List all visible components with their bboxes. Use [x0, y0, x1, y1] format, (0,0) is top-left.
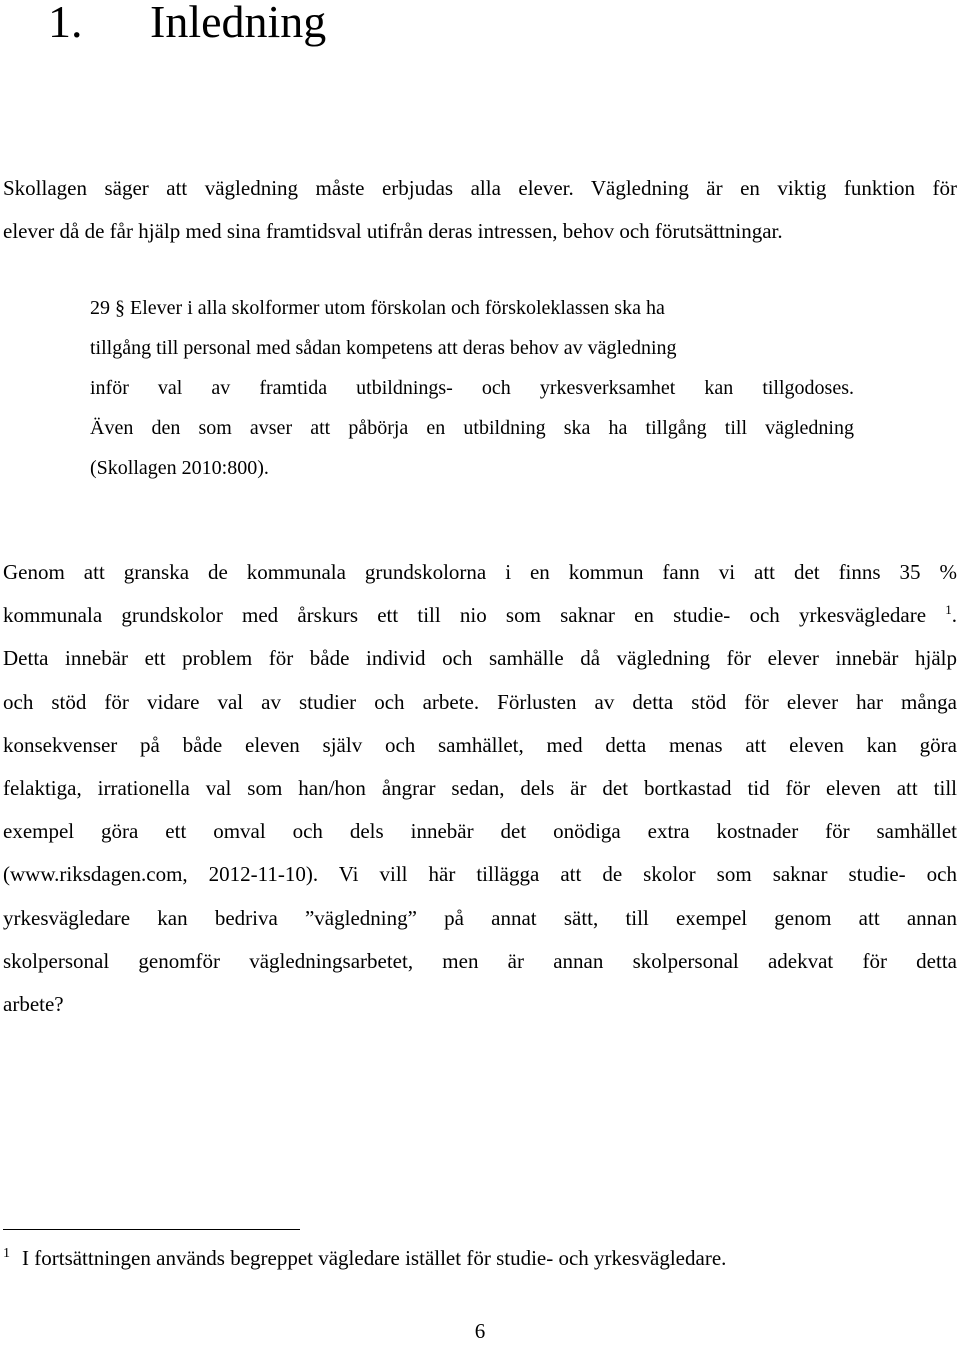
quote-line: 29 § Elever i alla skolformer utom förskolan och förskoleklassen ska ha	[90, 297, 665, 319]
body-line: Genom att granska de kommunala grundskolorna i en kommun fann vi att det finns 35 %	[3, 560, 957, 584]
quote-line: inför val av framtida utbildnings- och yrkesverksamhet kan tillgodoses.	[90, 377, 854, 399]
body-line: skolpersonal genomför vägledningsarbetet, men är annan skolpersonal adekvat för detta	[3, 948, 957, 973]
body-line: felaktiga, irrationella val som han/hon ångrar sedan, dels är det bortkastad tid för eleven att till	[3, 776, 957, 801]
footnote-reference[interactable]: 1	[945, 602, 952, 618]
body-line: Detta innebär ett problem för både individ och samhälle då vägledning för elever innebär hjälp	[3, 646, 957, 671]
intro-line: Skollagen säger att vägledning måste erbjudas alla elever. Vägledning är en viktig funktion för	[3, 176, 957, 200]
law-quote	[90, 288, 854, 488]
intro-line: elever då de får hjälp med sina framtidsval utifrån deras intressen, behov och förutsättningar.	[3, 219, 783, 243]
footnote-divider	[3, 1229, 300, 1230]
body-line: arbete?	[3, 992, 64, 1017]
footnote	[3, 1240, 726, 1276]
chapter-title: Inledning	[150, 0, 327, 47]
page-number: 6	[474, 1319, 486, 1343]
body-line	[3, 594, 957, 637]
body-line: konsekvenser på både eleven själv och samhället, med detta menas att eleven kan göra	[3, 732, 957, 757]
quote-line: Även den som avser att påbörja en utbildning ska ha tillgång till vägledning	[90, 417, 854, 439]
footnote-mark: 1	[3, 1246, 10, 1261]
chapter-heading	[0, 0, 326, 50]
quote-line: (Skollagen 2010:800).	[90, 457, 269, 479]
footnote-text: I fortsättningen används begreppet vägledare istället för studie- och yrkesvägledare.	[22, 1246, 727, 1270]
body-line: yrkesvägledare kan bedriva ”vägledning” på annat sätt, till exempel genom att annan	[3, 905, 957, 930]
body-paragraph	[3, 551, 957, 1026]
quote-line: tillgång till personal med sådan kompetens att deras behov av vägledning	[90, 337, 677, 359]
chapter-number: 1.	[48, 0, 83, 47]
body-line: och stöd för vidare val av studier och arbete. Förlusten av detta stöd för elever har många	[3, 689, 957, 714]
body-line: (www.riksdagen.com, 2012-11-10). Vi vill här tillägga att de skolor som saknar studie- och	[3, 862, 957, 887]
body-line-text: kommunala grundskolor med årskurs ett till nio som saknar en studie- och yrkesvägledare	[3, 603, 927, 628]
intro-paragraph	[3, 167, 957, 253]
body-line: exempel göra ett omval och dels innebär det onödiga extra kostnader för samhället	[3, 819, 957, 844]
body-line-period: .	[951, 603, 957, 628]
